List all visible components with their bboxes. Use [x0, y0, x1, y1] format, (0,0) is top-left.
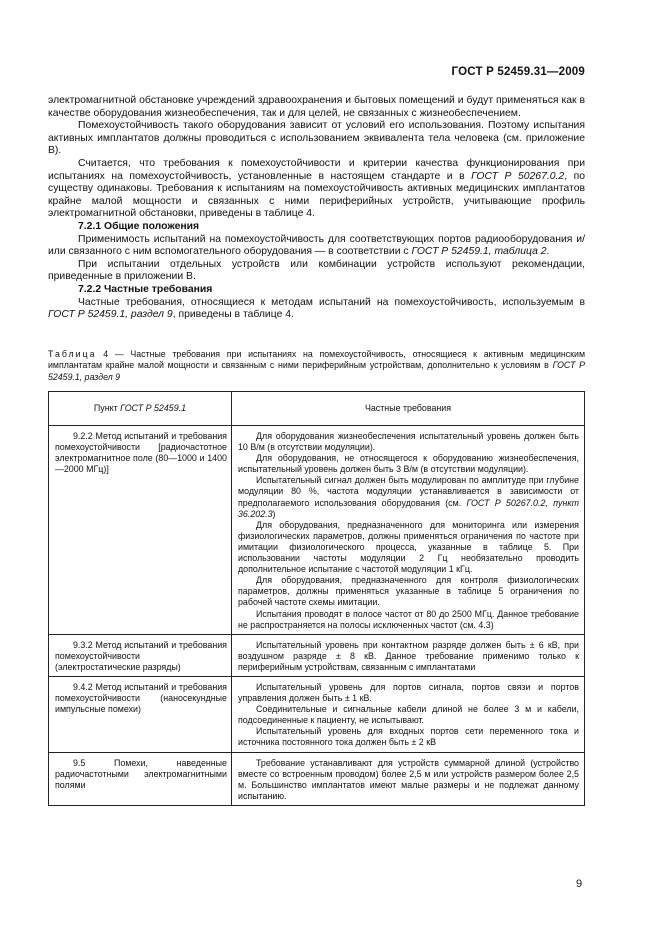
section-heading-7-2-1: 7.2.1 Общие положения	[78, 220, 200, 232]
requirements-cell: Испытательный уровень при контактном разряде должен быть ± 6 кВ, при воздушном разряде ± 8 кВ. Данное требование применимо только к периферийным устройствам, связанным с имплантатами	[232, 634, 585, 676]
paragraph: При испытании отдельных устройств или комбинации устройств используют рекомендации, приведенные в приложении В.	[48, 258, 585, 283]
paragraph: Применимость испытаний на помехоустойчивость для соответствующих портов радиооборудования и/или связанного с ним вспомогательного оборудования — в соответствии с ГОСТ Р 52459.1, таблица 2.	[48, 233, 585, 258]
table-row	[49, 634, 585, 676]
standard-reference: ГОСТ Р 52459.1, раздел 9	[48, 360, 585, 382]
column-header-requirements: Частные требования	[232, 392, 585, 426]
section-heading-7-2-2: 7.2.2 Частные требования	[78, 283, 213, 295]
clause-cell: 9.5 Помехи, наведенные радиочастотными электромагнитными полями	[49, 752, 232, 805]
requirements-cell: Для оборудования жизнеобеспечения испытательный уровень должен быть 10 В/м (в отсутствии модуляции). Для оборудования, не относящегося к оборудованию жизнеобеспечения, испытательный уровень должен быть 3 В/м (в отсутствии модуляции). Испытательный сигнал должен быть модулирован по амплитуде при глубине модуляции 80 %, частота модуляции устанавливается в зависимости от предполагаемого использования оборудования (см. ГОСТ Р 50267.0.2, пункт 36.202.3) Для оборудования, предназначенного для мониторинга или измерения физиологических параметров, должны применяться ограничения по частоте при имитации физиологического процесса, указанные в таблице 5. При использовании частоты модуляции 2 Гц необязательно проводить дополнительное испытание с частотой модуляции 1 кГц. Для оборудования, предназначенного для контроля физиологических параметров, должны применяться указанные в таблице 5 ограничения по рабочей частоте схемы имитации. Испытания проводят в полосе частот от 80 до 2500 МГц. Данное требование не распространяется на полосы исключенных частот (см. 4.3)	[232, 426, 585, 635]
page-number: 9	[576, 878, 583, 890]
requirements-cell: Испытательный уровень для портов сигнала, портов связи и портов управления должен быть ± 1 кВ. Соединительные и сигнальные кабели длиной не более 3 м и кабели, подсоединенные к пациенту, не испытывают. Испытательный уровень для входных портов сети переменного тока и источника постоянного тока должен быть ± 2 кВ	[232, 676, 585, 752]
clause-cell: 9.3.2 Метод испытаний и требования помехоустойчивости (электростатические разряды)	[49, 634, 232, 676]
standard-reference: ГОСТ Р 50267.0.2, пункт 36.202.3	[238, 497, 580, 519]
standard-reference: ГОСТ Р 52459.1, таблица 2	[411, 246, 547, 258]
paragraph: Частные требования, относящиеся к методам испытаний на помехоустойчивость, используемым в ГОСТ Р 52459.1, раздел 9, приведены в таблице 4.	[48, 296, 585, 321]
column-header-clause: Пункт ГОСТ Р 52459.1	[49, 392, 232, 426]
table-row	[49, 676, 585, 752]
paragraph: электромагнитной обстановке учреждений здравоохранения и бытовых помещений и будут применяться как в качестве оборудования жизнеобеспечения, так и для целей, не связанных с жизнеобеспечением.	[48, 95, 585, 119]
standard-reference: ГОСТ Р 52459.1, раздел 9	[48, 309, 173, 321]
table-row	[49, 752, 585, 805]
table-caption: Таблица 4 — Частные требования при испытаниях на помехоустойчивость, относящиеся к активным медицинским имплантатам крайне малой мощности и связанным с ними периферийным устройствам, дополнительно к условиям в ГОСТ Р 52459.1, раздел 9	[48, 349, 585, 382]
paragraph: Помехоустойчивость такого оборудования зависит от условий его использования. Поэтому испытания активных имплантатов должны проводиться с использованием эквивалента тела человека (см. приложение В).	[48, 120, 585, 157]
standard-reference: ГОСТ Р 50267.0.2	[471, 170, 565, 182]
clause-cell: 9.2.2 Метод испытаний и требования помехоустойчивости [радиочастотное электромагнитное поле (80—1000 и 1400—2000 МГц)]	[49, 426, 232, 635]
table-label: Таблица	[48, 349, 97, 359]
table-row	[49, 426, 585, 635]
requirements-cell: Требование устанавливают для устройств суммарной длиной (устройство вместе со встроенным проводом) более 2,5 м или устройств размером более 2,5 м. Большинство имплантатов имеют малые размеры и не подлежат данному испытанию.	[232, 752, 585, 805]
paragraph: Считается, что требования к помехоустойчивости и критерии качества функционирования при испытаниях на помехоустойчивость, установленные в настоящем стандарте и в ГОСТ Р 50267.0.2, по существу одинаковы. Требования к испытаниям на помехоустойчивость активных медицинских имплантатов крайне малой мощности и связанных с ними периферийных устройств, учитывающие профиль электромагнитной обстановки, приведены в таблице 4.	[48, 157, 585, 220]
document-id-header: ГОСТ Р 52459.31—2009	[451, 66, 585, 78]
table-header-row	[49, 392, 585, 426]
body-text	[48, 95, 585, 322]
clause-cell: 9.4.2 Метод испытаний и требования помехоустойчивости (наносекундные импульсные помехи)	[49, 676, 232, 752]
requirements-table	[48, 391, 585, 806]
